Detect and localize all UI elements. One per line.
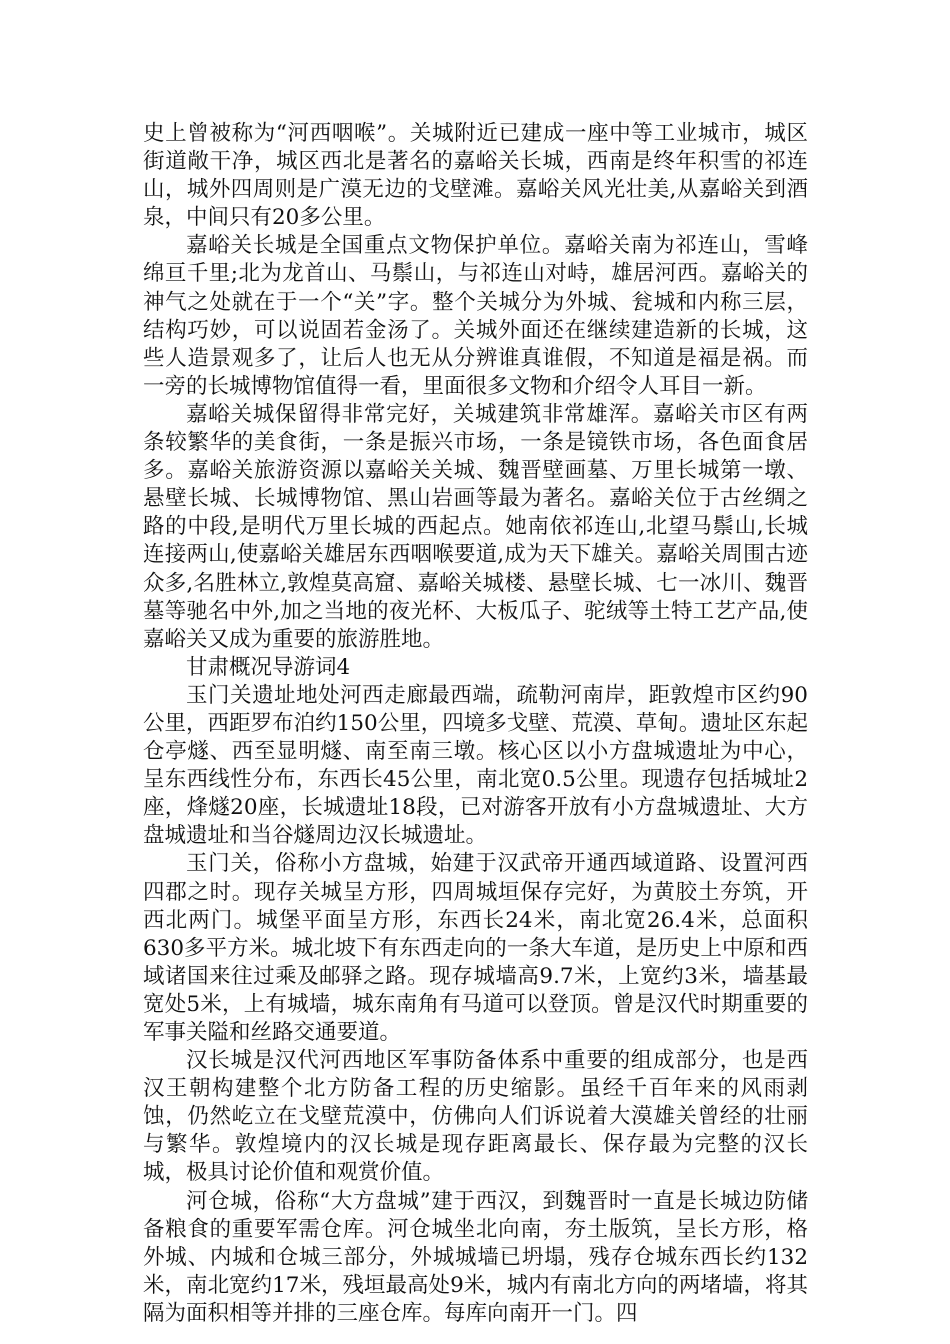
paragraph-6: 汉长城是汉代河西地区军事防备体系中重要的组成部分，也是西汉王朝构建整个北方防备工程的历史缩影。虽经千百年来的风雨剥蚀，仍然屹立在戈壁荒漠中，仿佛向人们诉说着大漠雄关曾经的壮丽与繁华。敦煌境内的汉长城是现存距离最长、保存最为完整的汉长城，极具讨论价值和观赏价值。 xyxy=(143,1048,808,1186)
paragraph-5: 玉门关，俗称小方盘城，始建于汉武帝开通西域道路、设置河西四郡之时。现存关城呈方形，四周城垣保存完好，为黄胶土夯筑，开西北两门。城堡平面呈方形，东西长24米，南北宽26.4米，总面积630多平方米。城北坡下有东西走向的一条大车道，是历史上中原和西域诸国来往过乘及邮驿之路。现存城墙高9.7米，上宽约3米，墙基最宽处5米，上有城墙，城东南角有马道可以登顶。曾是汉代时期重要的军事关隘和丝路交通要道。 xyxy=(143,851,808,1045)
paragraph-2: 嘉峪关长城是全国重点文物保护单位。嘉峪关南为祁连山，雪峰绵亘千里;北为龙首山、马鬃山，与祁连山对峙，雄居河西。嘉峪关的神气之处就在于一个“关”字。整个关城分为外城、瓮城和内称三层，结构巧妙，可以说固若金汤了。关城外面还在继续建造新的长城，这些人造景观多了，让后人也无从分辨谁真谁假，不知道是福是祸。而一旁的长城博物馆值得一看，里面很多文物和介绍令人耳目一新。 xyxy=(143,233,808,399)
paragraph-3: 嘉峪关城保留得非常完好，关城建筑非常雄浑。嘉峪关市区有两条较繁华的美食街，一条是振兴市场，一条是镜铁市场，各色面食居多。嘉峪关旅游资源以嘉峪关关城、魏晋壁画墓、万里长城第一墩、悬壁长城、长城博物馆、黑山岩画等最为著名。嘉峪关位于古丝绸之路的中段,是明代万里长城的西起点。她南依祁连山,北望马鬃山,长城连接两山,使嘉峪关雄居东西咽喉要道,成为天下雄关。嘉峪关周围古迹众多,名胜林立,敦煌莫高窟、嘉峪关城楼、悬壁长城、七一冰川、魏晋墓等驰名中外,加之当地的夜光杯、大板瓜子、驼绒等土特工艺产品,使嘉峪关又成为重要的旅游胜地。 xyxy=(143,401,808,652)
paragraph-1: 史上曾被称为“河西咽喉”。关城附近已建成一座中等工业城市，城区街道敞干净，城区西北是著名的嘉峪关长城，西南是终年积雪的祁连山，城外四周则是广漠无边的戈壁滩。嘉峪关风光壮美,从嘉峪关到酒泉，中间只有20多公里。 xyxy=(143,121,808,231)
section-heading: 甘肃概况导游词4 xyxy=(186,654,351,680)
document-body xyxy=(143,120,808,1328)
paragraph-4: 玉门关遗址地处河西走廊最西端，疏勒河南岸，距敦煌市区约90公里，西距罗布泊约150公里，四境多戈壁、荒漠、草甸。遗址区东起仓亭燧、西至显明燧、南至南三墩。核心区以小方盘城遗址为中心，呈东西线性分布，东西长45公里，南北宽0.5公里。现遗存包括城址2座，烽燧20座，长城遗址18段，已对游客开放有小方盘城遗址、大方盘城遗址和当谷燧周边汉长城遗址。 xyxy=(143,682,808,849)
paragraph-7: 河仓城，俗称“大方盘城”建于西汉，到魏晋时一直是长城边防储备粮食的重要军需仓库。河仓城坐北向南，夯土版筑，呈长方形，格外城、内城和仓城三部分，外城城墙已坍塌，残存仓城东西长约132米，南北宽约17米，残垣最高处9米，城内有南北方向的两堵墙，将其隔为面积相等并排的三座仓库。每库向南开一门。四 xyxy=(143,1188,808,1326)
